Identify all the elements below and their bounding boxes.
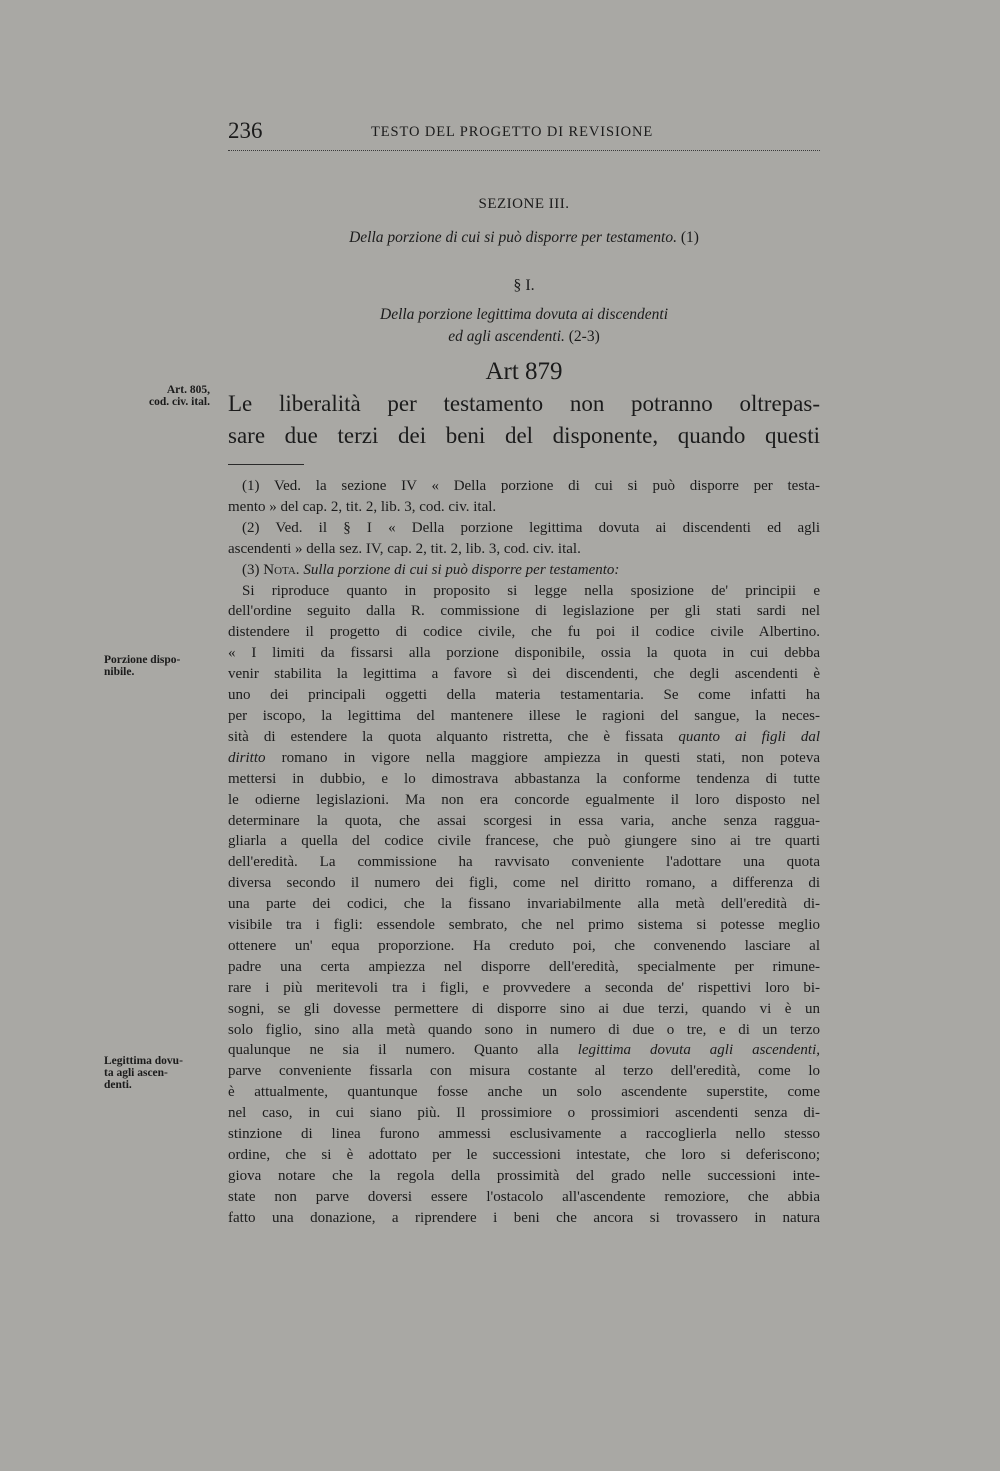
note-body-line-3: distendere il progetto di codice civile, che fu poi il codice civile Albertino. (228, 624, 820, 641)
paragraph-title-ref: (2-3) (568, 328, 600, 345)
margin-note-code-ref-line-1: Art. 805, (166, 384, 210, 396)
paragraph-title-line-2-text: ed agli ascendenti. (448, 328, 565, 345)
note-body-line-14: dell'eredità. La commissione ha ravvisato conveniente l'adottare una quota (228, 854, 820, 871)
page-number: 236 (228, 118, 263, 143)
note-body-line-23 (228, 1040, 820, 1061)
footnote-1-line-1: (1) Ved. la sezione IV « Della porzione di cui si può disporre per testa- (242, 478, 820, 494)
note-body-line-16: una parte dei codici, che la fissano invariabilmente alla metà dell'eredità di- (228, 896, 820, 913)
footnote-2-line-2: ascendenti » della sez. IV, cap. 2, tit. 2, lib. 3, cod. civ. ital. (228, 540, 581, 557)
note-body-line-21: sogni, se gli dovesse permettere di disporre sino ai due terzi, quando vi è un (228, 1000, 820, 1017)
note-body-line-2: dell'ordine seguito dalla R. commissione di legislazione per gli stati sardi nel (228, 603, 820, 620)
note-body-line-15: diversa secondo il numero dei figli, come nel diritto romano, a differenza di (228, 875, 820, 892)
note-body-line-24: parve conveniente fissarla con misura costante al terzo dell'eredità, come lo (228, 1063, 820, 1080)
footnote-3-label: Nota. (263, 561, 300, 578)
margin-note-legittima-line-3: denti. (104, 1079, 132, 1091)
note-italic-quanto: quanto ai figli dal (678, 728, 820, 745)
note-body-line-27: stinzione di linea furono ammessi esclusivamente a raccoglierla nello stesso (228, 1126, 820, 1143)
note-italic-legittima: legittima dovuta agli ascendenti, (577, 1042, 820, 1059)
note-body-line-9 (228, 748, 820, 769)
footnote-1-line-2: mento » del cap. 2, tit. 2, lib. 3, cod. civ. ital. (228, 498, 497, 515)
article-line-2: sare due terzi dei beni del disponente, quando questi (228, 423, 820, 448)
margin-note-code-ref-line-2: cod. civ. ital. (148, 396, 210, 408)
footnote-rule (228, 464, 304, 465)
margin-note-legittima (104, 1055, 210, 1091)
footnote-3-heading (228, 560, 820, 581)
running-title: TESTO DEL PROGETTO DI REVISIONE (371, 124, 654, 140)
note-body-line-17: visibile tra i figli: essendole sembrato, che nel primo sistema si potesse meglio (228, 917, 820, 934)
note-body-line-10: mettersi in dubbio, e lo dimostrava abbastanza la conforme tendenza di tutte (228, 770, 820, 787)
note-body-line-1: Si riproduce quanto in proposito si legge nella sposizione de' principii e (242, 582, 820, 599)
note-body-line-12: determinare la quota, che assai scorgesi in essa varia, anche senza ragguа- (228, 812, 820, 829)
note-body-line-4: « I limiti da fissarsi alla porzione disponibile, ossia la quota in cui debba (228, 645, 820, 662)
note-body-line-30: state non parve doversi essere l'ostacolo all'ascendente remoziore, che abbia (228, 1188, 820, 1205)
note-body-line-31: fatto una donazione, a riprendere i beni che ancora si trovassero in natura (228, 1209, 820, 1226)
article-title: Art 879 (485, 358, 563, 385)
note-body-line-29: giova notare che la regola della prossimità del grado nelle successioni inte- (228, 1167, 820, 1184)
footnote-3-prefix: (3) (242, 561, 260, 578)
note-body-line-23-text: qualunque ne sia il numero. Quanto alla (228, 1042, 559, 1059)
footnote-3-heading-text: Sulla porzione di cui si può disporre per testamento: (303, 561, 620, 578)
paragraph-title-line-1: Della porzione legittima dovuta ai discendenti (380, 306, 668, 323)
paragraph-title-line-2 (228, 328, 820, 346)
margin-note-porzione (104, 654, 210, 678)
note-body-line-11: le odierne legislazioni. Ma non era concorde egualmente il loro disposto nel (228, 791, 820, 808)
note-body-line-19: padre una certa ampiezza nel disporre dell'eredità, specialmente per rimune- (228, 958, 820, 975)
note-body-line-5: venir stabilita la legittima a favore sì dei discendenti, che degli ascendenti è (228, 666, 820, 683)
note-body-line-26: nel caso, in cui siano più. Il prossimiore o prossimiori ascendenti senza di- (228, 1105, 820, 1122)
note-body-line-8-text: sità di estendere la quota alquanto ristretta, che è fissata (228, 728, 664, 745)
margin-note-porzione-line-2: nibile. (104, 666, 135, 678)
paragraph-mark: § I. (513, 277, 535, 294)
article-line-1: Le liberalità per testamento non potranno oltrepas- (228, 391, 820, 416)
note-italic-diritto: diritto (228, 749, 266, 766)
note-body-line-18: ottenere un' equa proporzione. Ha creduto poi, che convenendo lasciare al (228, 937, 820, 954)
note-body-line-20: rare i più meritevoli tra i figli, e provvedere a seconda de' rispettivi loro bi- (228, 979, 820, 996)
footnote-2-line-1: (2) Ved. il § I « Della porzione legittima dovuta ai discendenti ed agli (242, 519, 820, 536)
note-body-line-7: per iscopo, la legittima del mantenere illese le ragioni del sangue, la neces- (228, 707, 820, 724)
margin-note-legittima-line-2: ta agli ascen- (104, 1067, 168, 1079)
note-body-line-22: solo figlio, sino alla metà quando sono in numero di due o tre, e di un terzo (228, 1021, 820, 1038)
section-subtitle-ref: (1) (680, 229, 699, 246)
section-title: SEZIONE III. (478, 196, 570, 212)
note-body-line-28: ordine, che si è adottato per le successioni intestate, che loro si deferiscono; (228, 1147, 820, 1163)
section-subtitle (228, 229, 820, 247)
footnotes (228, 476, 820, 1229)
note-body-line-8 (228, 727, 820, 748)
note-body-line-25: è attualmente, quantunque fosse anche un solo ascendente superstite, come (228, 1084, 820, 1101)
note-body-line-9-text: romano in vigore nella maggiore ampiezza in questi stati, non poteva (281, 749, 820, 766)
margin-note-legittima-line-1: Legittima dovu- (104, 1055, 183, 1067)
page-header (228, 118, 820, 151)
note-body-line-6: uno dei principali oggetti della materia testamentaria. Se come infatti ha (228, 687, 820, 704)
section-subtitle-text: Della porzione di cui si può disporre per testamento. (349, 229, 677, 246)
margin-note-code-ref (104, 384, 210, 408)
note-body-line-13: gliarla a quella del codice civile francese, che può giungere sino ai tre quarti (228, 833, 820, 850)
margin-note-porzione-line-1: Porzione dispo- (104, 654, 181, 666)
